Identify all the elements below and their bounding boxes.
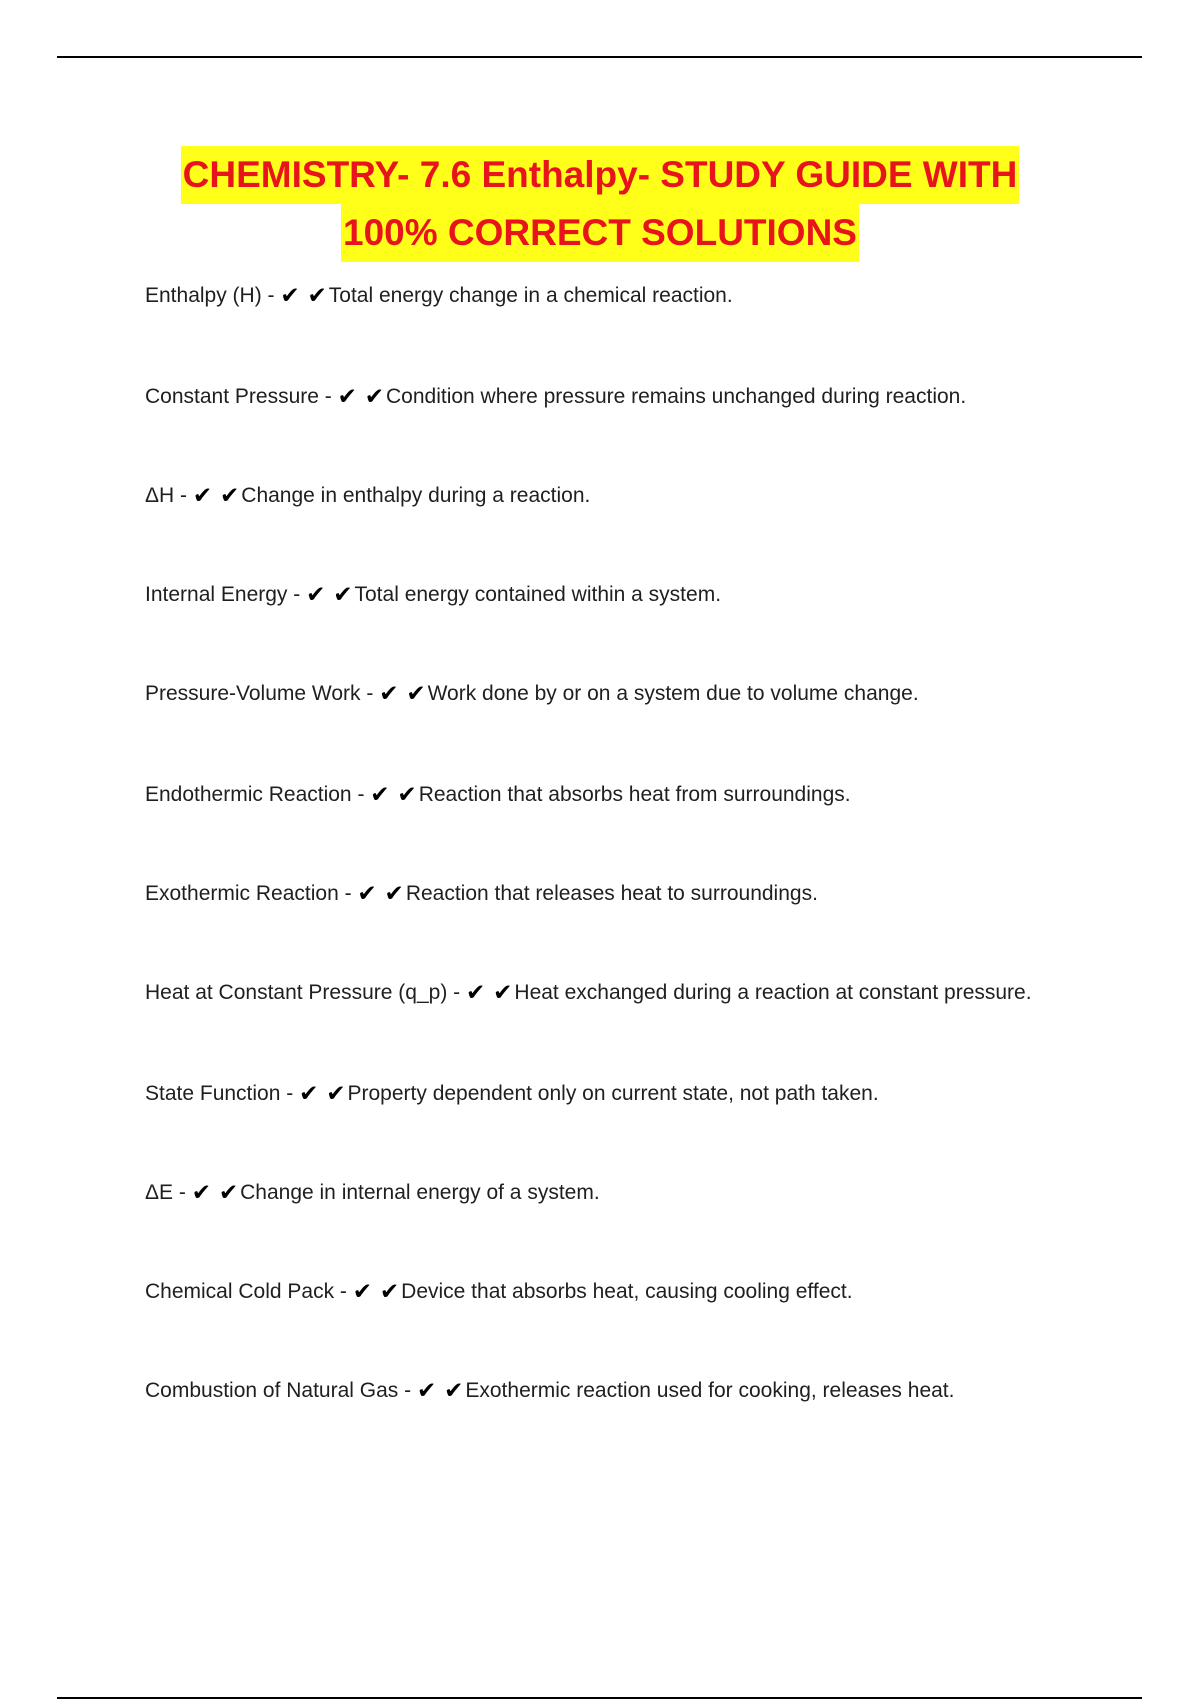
entry-definition: Exothermic reaction used for cooking, releases heat. — [465, 1379, 955, 1402]
glossary-entry: Pressure-Volume Work - ✔ ✔Work done by or on a system due to volume change. — [145, 680, 919, 706]
check-icon: ✔ — [333, 581, 353, 607]
entry-definition: Heat exchanged during a reaction at constant pressure. — [514, 981, 1032, 1004]
glossary-entry: Combustion of Natural Gas - ✔ ✔Exothermic reaction used for cooking, releases heat. — [145, 1377, 955, 1403]
title-line-2: 100% CORRECT SOLUTIONS — [341, 204, 859, 262]
check-icon: ✔ — [191, 1179, 211, 1205]
entry-term: Chemical Cold Pack — [145, 1280, 335, 1303]
check-icon: ✔ — [364, 383, 384, 409]
title-line-1: CHEMISTRY- 7.6 Enthalpy- STUDY GUIDE WITH — [181, 146, 1020, 204]
check-icon: ✔ — [370, 781, 390, 807]
check-icon: ✔ — [357, 880, 377, 906]
check-icon: ✔ — [466, 979, 486, 1005]
check-icon: ✔ — [444, 1377, 464, 1403]
entry-definition: Work done by or on a system due to volume change. — [427, 682, 919, 705]
glossary-entry: Chemical Cold Pack - ✔ ✔Device that absorbs heat, causing cooling effect. — [145, 1278, 853, 1304]
entry-term: Heat at Constant Pressure (q_p) — [145, 981, 448, 1004]
entry-definition: Total energy change in a chemical reaction. — [328, 284, 733, 307]
glossary-entry: Constant Pressure - ✔ ✔Condition where pressure remains unchanged during reaction. — [145, 383, 967, 409]
check-icon: ✔ — [406, 680, 426, 706]
entry-term: Exothermic Reaction — [145, 882, 339, 905]
entry-term: Constant Pressure — [145, 385, 319, 408]
check-icon: ✔ — [352, 1278, 373, 1304]
check-icon: ✔ — [280, 282, 300, 308]
check-icon: ✔ — [379, 1278, 400, 1304]
glossary-entry: Heat at Constant Pressure (q_p) - ✔ ✔Heat exchanged during a reaction at constant pressure. — [145, 979, 1032, 1005]
entry-definition: Change in internal energy of a system. — [240, 1181, 600, 1204]
document-title — [0, 146, 1200, 262]
entry-term: Pressure-Volume Work — [145, 682, 361, 705]
glossary-entry: Endothermic Reaction - ✔ ✔Reaction that absorbs heat from surroundings. — [145, 781, 851, 807]
check-icon: ✔ — [326, 1080, 346, 1106]
glossary-entry: Exothermic Reaction - ✔ ✔Reaction that releases heat to surroundings. — [145, 880, 818, 906]
entry-definition: Total energy contained within a system. — [354, 583, 722, 606]
glossary-entry: Enthalpy (H) - ✔ ✔Total energy change in a chemical reaction. — [145, 282, 733, 308]
entry-term: ΔH — [145, 484, 175, 507]
entry-definition: Property dependent only on current state, not path taken. — [347, 1082, 879, 1105]
entry-definition: Change in enthalpy during a reaction. — [241, 484, 591, 507]
check-icon: ✔ — [220, 482, 240, 508]
check-icon: ✔ — [493, 979, 513, 1005]
check-icon: ✔ — [384, 880, 404, 906]
entry-definition: Device that absorbs heat, causing cooling effect. — [401, 1280, 853, 1303]
entry-term: ΔE — [145, 1181, 174, 1204]
top-divider — [57, 56, 1142, 58]
entry-term: Endothermic Reaction — [145, 783, 352, 806]
glossary-entry: ΔH - ✔ ✔Change in enthalpy during a reaction. — [145, 482, 591, 508]
check-icon: ✔ — [337, 383, 357, 409]
entry-definition: Reaction that absorbs heat from surroundings. — [418, 783, 851, 806]
entry-definition: Reaction that releases heat to surroundings. — [405, 882, 818, 905]
entry-term: Combustion of Natural Gas — [145, 1379, 399, 1402]
entry-definition: Condition where pressure remains unchanged during reaction. — [386, 385, 967, 408]
bottom-divider — [57, 1697, 1142, 1699]
glossary-entry: State Function - ✔ ✔Property dependent only on current state, not path taken. — [145, 1080, 879, 1106]
entry-term: Internal Energy — [145, 583, 288, 606]
check-icon: ✔ — [307, 282, 327, 308]
check-icon: ✔ — [397, 781, 417, 807]
check-icon: ✔ — [218, 1179, 239, 1205]
check-icon: ✔ — [192, 482, 213, 508]
entry-term: Enthalpy (H) — [145, 284, 262, 307]
entry-term: State Function — [145, 1082, 281, 1105]
check-icon: ✔ — [379, 680, 399, 706]
check-icon: ✔ — [306, 581, 326, 607]
check-icon: ✔ — [416, 1377, 437, 1403]
check-icon: ✔ — [299, 1080, 319, 1106]
glossary-entry: ΔE - ✔ ✔Change in internal energy of a system. — [145, 1179, 600, 1205]
glossary-entry: Internal Energy - ✔ ✔Total energy contained within a system. — [145, 581, 722, 607]
